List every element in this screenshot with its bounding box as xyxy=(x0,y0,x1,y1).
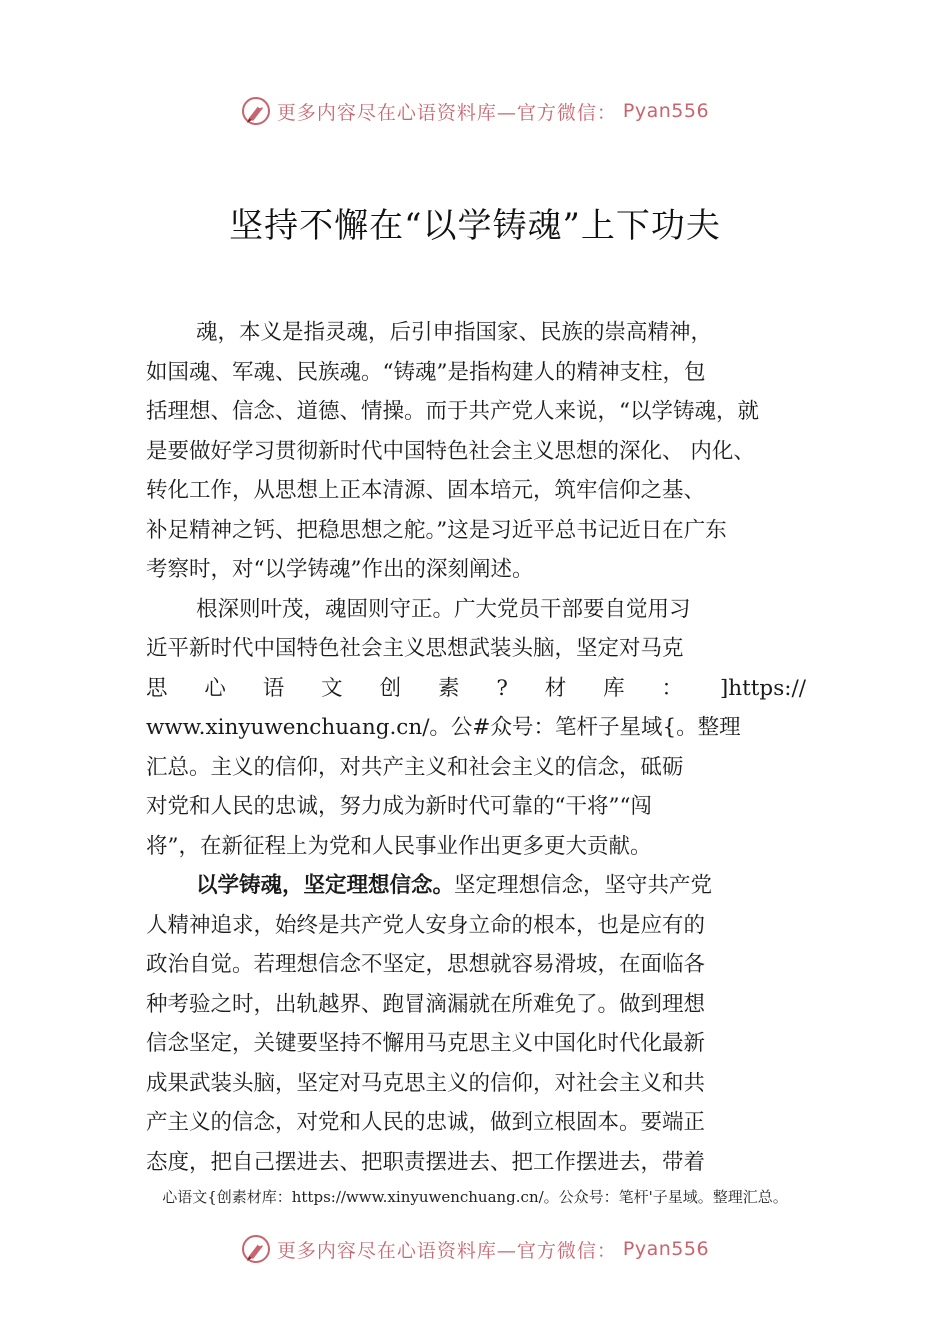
spread-char: ? xyxy=(496,675,508,701)
document-title: 坚持不懈在“以学铸魂”上下功夫 xyxy=(229,206,721,246)
spread-char: 材 xyxy=(544,675,567,701)
paragraph-line: 近平新时代中国特色社会主义思想武装头脑，坚定对马克 xyxy=(146,636,684,661)
pen-nib-logo-icon xyxy=(241,1234,271,1264)
spread-char: ]https:// xyxy=(719,675,806,701)
paragraph-text: 坚定理想信念，坚守共产党 xyxy=(454,873,713,898)
spread-char: ： xyxy=(661,675,684,701)
paragraph-line: 成果武装头脑，坚定对马克思主义的信仰，对社会主义和共 xyxy=(146,1070,706,1096)
paragraph-line: 政治自觉。若理想信念不坚定，思想就容易滑坡，在面临各 xyxy=(146,952,706,977)
paragraph-line: 态度，把自己摆进去、把职责摆进去、把工作摆进去，带着 xyxy=(146,1149,706,1175)
paragraph-line: 考察时，对“以学铸魂”作出的深刻阐述。 xyxy=(146,557,534,582)
paragraph-line: 对党和人民的忠诚，努力成为新时代可靠的“干将”“闯 xyxy=(146,794,652,819)
spread-line xyxy=(146,669,806,709)
spread-char: 思 xyxy=(146,675,168,701)
banner-wechat-id: Pyan556 xyxy=(622,1238,710,1260)
paragraph-line: www.xinyuwenchuang.cn/。公#众号：笔杆子星域{。整理 xyxy=(146,715,741,740)
paragraph-line: 产主义的信念，对党和人民的忠诚，做到立根固本。要端正 xyxy=(146,1110,706,1135)
paragraph-line: 根深则叶茂，魂固则守正。广大党员干部要自觉用习 xyxy=(196,596,691,622)
spread-char: 文 xyxy=(321,675,343,701)
paragraph-line: 转化工作，从思想上正本清源、固本培元，筑牢信仰之基、 xyxy=(146,478,706,503)
banner-wechat-id: Pyan556 xyxy=(622,100,710,122)
paragraph-line: 括理想、信念、道德、情操。而于共产党人来说，“以学铸魂，就 xyxy=(146,399,759,424)
paragraph-line: 信念坚定，关键要坚持不懈用马克思主义中国化时代化最新 xyxy=(146,1031,706,1056)
footer-note: 心语文{创素材库：https://www.xinyuwenchuang.cn/。公众号：笔杆'子星域。整理汇总。 xyxy=(162,1188,788,1206)
spread-char: 创 xyxy=(379,675,402,701)
banner-text: 更多内容尽在心语资料库—官方微信： xyxy=(276,1239,617,1262)
spread-char: 心 xyxy=(204,675,226,701)
paragraph-line: 人精神追求，始终是共产党人安身立命的根本，也是应有的 xyxy=(146,912,706,938)
paragraph-line: 是要做好学习贯彻新时代中国特色社会主义思想的深化、 内化、 xyxy=(146,438,755,464)
banner-text: 更多内容尽在心语资料库—官方微信： xyxy=(276,101,617,124)
document-body xyxy=(146,313,806,1182)
spread-char: 库 xyxy=(603,675,625,701)
paragraph-line: 汇总。主义的信仰，对共产主义和社会主义的信念，砥砺 xyxy=(146,754,684,780)
paragraph-line: 将”，在新征程上为党和人民事业作出更多更大贡献。 xyxy=(146,833,652,859)
top-watermark-banner xyxy=(0,96,950,136)
spread-char: 素 xyxy=(437,675,460,701)
paragraph-line: 补足精神之钙、把稳思想之舵。”这是习近平总书记近日在广东 xyxy=(146,517,727,543)
paragraph-line: 如国魂、军魂、民族魂。“铸魂”是指构建人的精神支柱，包 xyxy=(146,359,706,385)
paragraph-line xyxy=(146,866,806,906)
section-heading: 以学铸魂，坚定理想信念。 xyxy=(196,873,455,898)
spread-char: 语 xyxy=(262,675,285,701)
paragraph-line: 种考验之时，出轨越界、跑冒滴漏就在所难免了。做到理想 xyxy=(146,991,706,1017)
bottom-watermark-banner xyxy=(0,1234,950,1274)
pen-nib-logo-icon xyxy=(241,96,271,126)
paragraph-line: 魂，本义是指灵魂，后引申指国家、民族的崇高精神， xyxy=(196,320,713,345)
